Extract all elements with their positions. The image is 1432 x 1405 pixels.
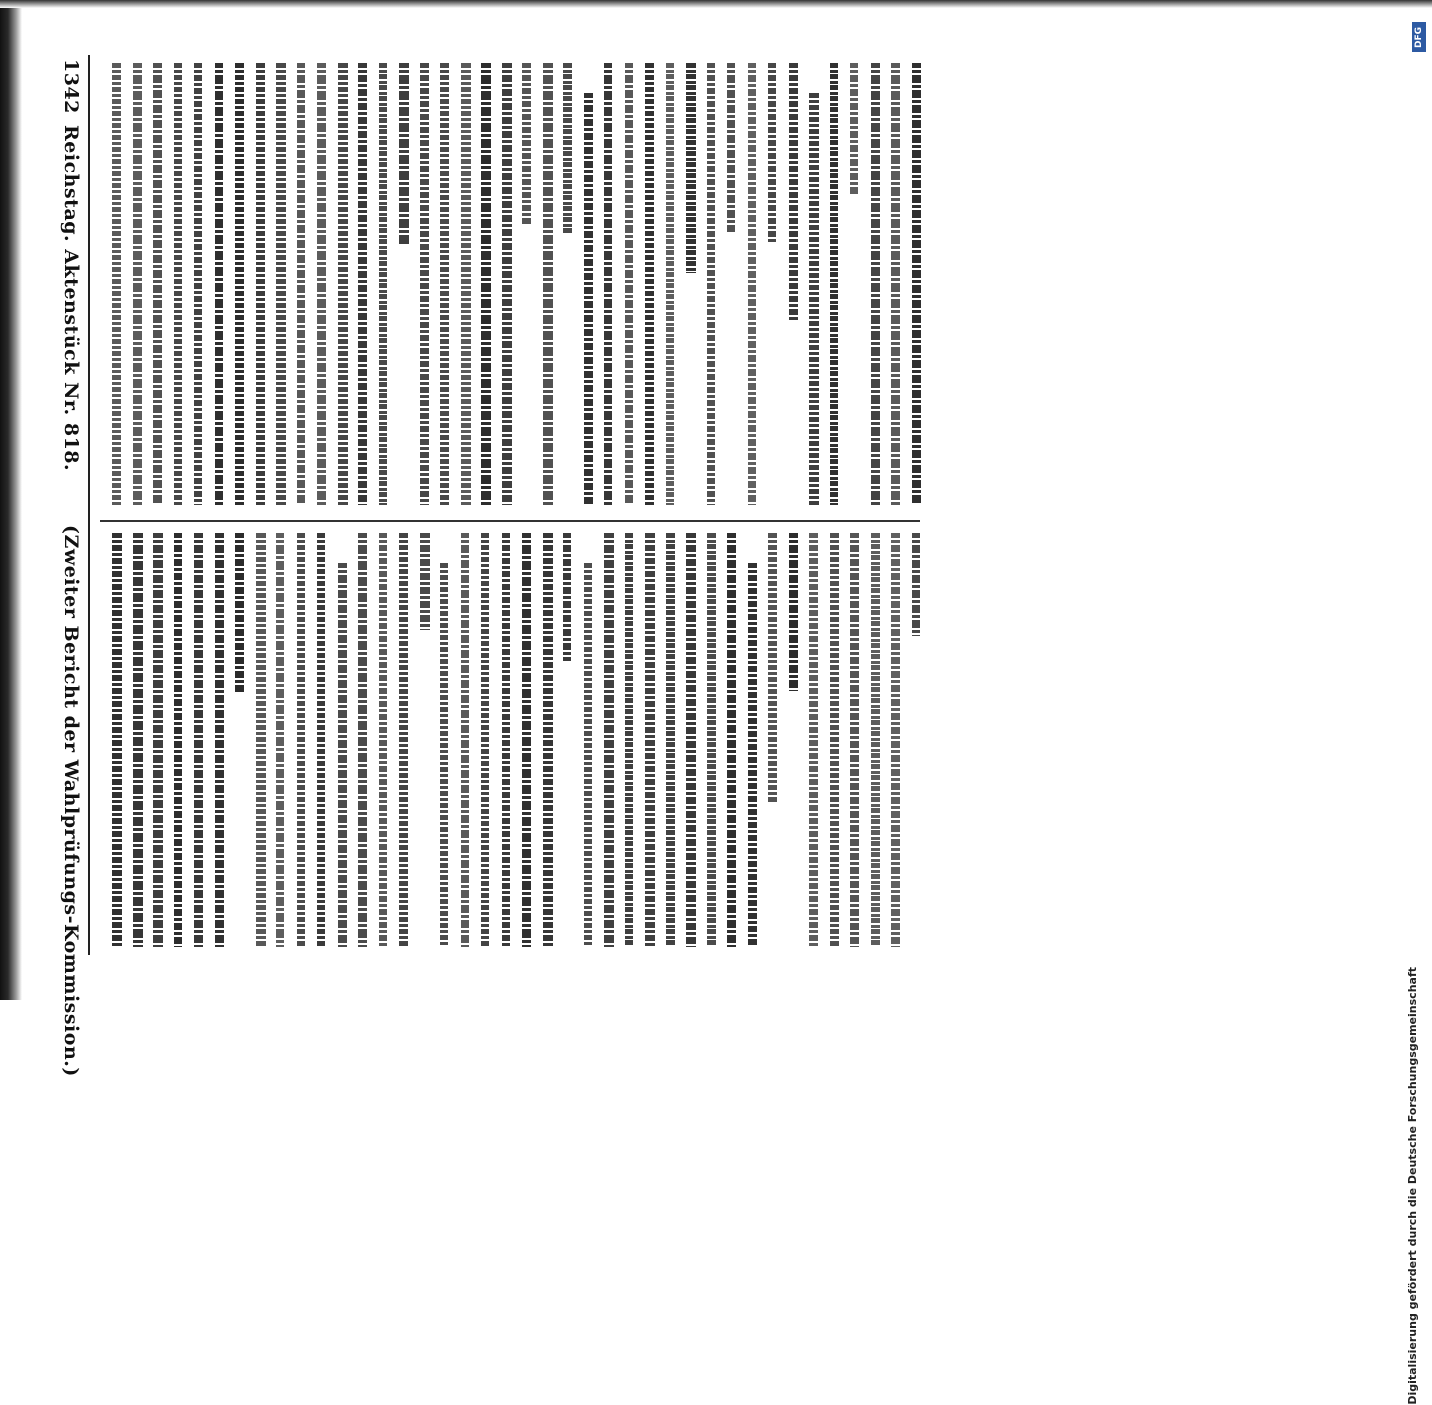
text-column-left (108, 63, 928, 511)
text-line (645, 63, 654, 505)
text-line (358, 533, 367, 947)
text-line (379, 63, 387, 505)
text-line (707, 533, 716, 947)
text-line (584, 563, 592, 947)
text-line (871, 533, 880, 947)
text-line (297, 63, 305, 505)
text-line (461, 63, 471, 505)
text-line (768, 63, 776, 243)
text-line (194, 63, 202, 505)
text-line (748, 563, 757, 947)
text-line (543, 533, 553, 947)
text-line (235, 533, 244, 694)
text-line (645, 533, 655, 947)
text-line (830, 533, 839, 947)
text-line (707, 63, 715, 505)
text-line (625, 63, 633, 505)
text-line (440, 563, 448, 947)
text-line (789, 533, 798, 691)
scan-top-shadow (0, 0, 1432, 8)
text-line (584, 93, 593, 505)
text-line (604, 63, 612, 505)
text-line (891, 533, 900, 947)
text-line (399, 533, 408, 947)
text-line (666, 63, 674, 505)
text-line (276, 533, 284, 947)
digitization-note-text: Digitalisierung gefördert durch die Deutsche Forschungsgemeinschaft (1406, 967, 1419, 1405)
digitization-note (1402, 20, 1424, 1405)
running-head-left: Reichstag. Aktenstück Nr. 818. (60, 125, 82, 472)
text-line (830, 63, 838, 505)
text-line (809, 533, 818, 947)
text-line (481, 63, 491, 505)
text-line (112, 63, 121, 505)
text-line (153, 63, 162, 505)
scan-edge-shadow (0, 0, 22, 1000)
text-line (133, 63, 142, 505)
text-line (666, 533, 675, 947)
text-line (338, 563, 347, 947)
text-line (276, 63, 286, 505)
text-column-right (108, 533, 928, 953)
text-line (686, 63, 696, 273)
text-line (522, 63, 531, 225)
column-divider (100, 520, 920, 522)
text-line (522, 533, 531, 947)
text-line (174, 63, 182, 505)
text-line (891, 63, 900, 505)
text-line (912, 63, 921, 505)
text-line (461, 533, 469, 947)
rotated-page (58, 55, 1388, 1077)
text-line (215, 63, 223, 505)
text-line (789, 63, 798, 322)
text-line (112, 533, 122, 947)
text-line (174, 533, 182, 947)
page-number: 1342 (60, 59, 82, 114)
text-line (563, 533, 571, 661)
text-line (850, 63, 858, 194)
text-line (215, 533, 224, 947)
text-line (420, 533, 430, 630)
dfg-logo: DFG (1412, 22, 1426, 52)
text-line (420, 63, 429, 505)
text-line (358, 63, 367, 505)
text-line (256, 533, 266, 947)
text-line (481, 533, 489, 947)
text-line (871, 63, 880, 505)
text-line (604, 533, 614, 947)
text-line (235, 63, 244, 505)
text-line (440, 63, 449, 505)
text-line (748, 63, 756, 505)
text-line (543, 63, 553, 505)
text-line (809, 93, 819, 505)
text-line (502, 63, 512, 505)
text-line (399, 63, 409, 245)
text-line (297, 533, 305, 947)
text-line (317, 533, 325, 947)
text-line (686, 533, 696, 947)
text-line (133, 533, 143, 947)
text-line (768, 533, 777, 804)
text-line (625, 533, 633, 947)
page-header (58, 55, 106, 1077)
text-line (912, 533, 920, 636)
text-line (194, 533, 203, 947)
text-line (727, 63, 735, 232)
text-line (502, 533, 510, 947)
text-line (317, 63, 326, 505)
text-line (850, 533, 859, 947)
running-head-right: (Zweiter Bericht der Wahlprüfungs-Kommission.) (60, 525, 82, 1077)
text-line (727, 533, 736, 947)
text-line (153, 533, 163, 947)
text-line (338, 63, 348, 505)
text-line (379, 533, 387, 947)
text-line (563, 63, 572, 233)
header-rule (88, 55, 90, 955)
text-line (256, 63, 265, 505)
